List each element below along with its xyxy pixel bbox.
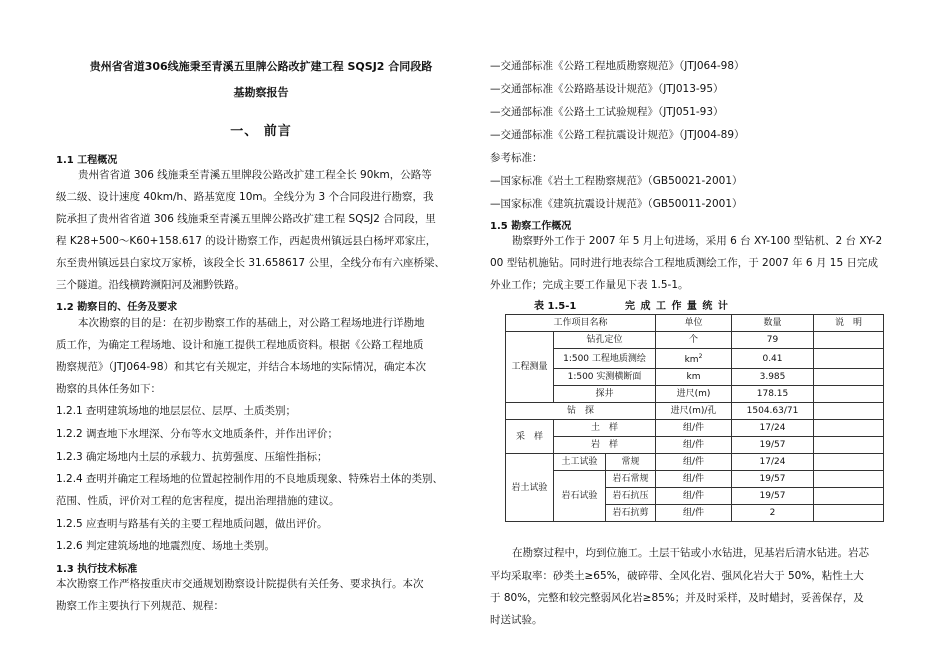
group-testing: 岩土试验 bbox=[506, 454, 554, 522]
heading-1-5: 1.5 勘察工作概况 bbox=[490, 221, 572, 232]
doc-title-line2: 基勘察报告 bbox=[233, 86, 289, 99]
cell-note bbox=[814, 505, 884, 522]
s11-line-2: 院承担了贵州省省道 306 线施秉至青溪五里牌公路改扩建工程 SQSJ2 合同段，里 bbox=[56, 213, 436, 225]
cell-quantity: 17/24 bbox=[732, 420, 814, 437]
table-row bbox=[506, 386, 884, 403]
cell-quantity: 19/57 bbox=[732, 488, 814, 505]
s15-line-1: 00 型钻机施钻。同时进行地表综合工程地质测绘工作，于 2007 年 6 月 15 日完成 bbox=[490, 257, 878, 269]
after-table-line-0: 在勘察过程中，均到位施工。土层干钻或小水钻进，见基岩后清水钻进。岩芯 bbox=[512, 547, 869, 559]
s11-line-0: 贵州省省道 306 线施秉至青溪五里牌段公路改扩建工程全长 90km，公路等 bbox=[78, 169, 432, 181]
after-table-line-2: 于 80%，完整和较完整弱风化岩≥85%；并及时采样，及时蜡封，妥善保存，及 bbox=[490, 592, 864, 604]
cell-note bbox=[814, 488, 884, 505]
cell-note bbox=[814, 437, 884, 454]
table-row bbox=[506, 349, 884, 369]
standard-0: —交通部标准《公路工程地质勘察规范》（JTJ064-98） bbox=[490, 60, 745, 72]
cell-quantity: 19/57 bbox=[732, 471, 814, 488]
s11-line-1: 级二级、设计速度 40km/h、路基宽度 10m。全线分为 3 个合同段进行勘察，我 bbox=[56, 191, 434, 203]
cell-unit: 进尺(m) bbox=[656, 386, 732, 403]
s15-line-2: 外业工作；完成主要工作量见下表 1.5-1。 bbox=[490, 279, 689, 291]
unit-superscript: 2 bbox=[698, 353, 703, 360]
cell-unit: km bbox=[656, 369, 732, 386]
s15-line-0: 勘察野外工作于 2007 年 5 月上旬进场，采用 6 台 XY-100 型钻机、2 台 XY-2 bbox=[512, 235, 883, 247]
group-sampling: 采 样 bbox=[506, 420, 554, 454]
cell-unit: 组/件 bbox=[656, 420, 732, 437]
heading-1-2: 1.2 勘察目的、任务及要求 bbox=[56, 302, 178, 313]
standard-2: —交通部标准《公路土工试验规程》（JTJ051-93） bbox=[490, 106, 724, 118]
s12-item-6: 1.2.6 判定建筑场地的地震烈度、场地土类别。 bbox=[56, 540, 276, 552]
cell-note bbox=[814, 454, 884, 471]
cell-quantity: 19/57 bbox=[732, 437, 814, 454]
cell-unit: 组/件 bbox=[656, 454, 732, 471]
s12-item-1: 1.2.2 调查地下水埋深、分布等水文地质条件，并作出评价； bbox=[56, 428, 339, 440]
cell-item: 1:500 工程地质测绘 bbox=[554, 349, 656, 369]
reference-label: 参考标准： bbox=[490, 152, 543, 164]
cell-unit bbox=[656, 349, 732, 369]
table-row bbox=[506, 471, 884, 488]
cell-quantity: 1504.63/71 bbox=[732, 403, 814, 420]
cell-item: 钻孔定位 bbox=[554, 332, 656, 349]
cell-item: 岩石常规 bbox=[606, 471, 656, 488]
cell-item: 钻 探 bbox=[506, 403, 656, 420]
header-quantity: 数量 bbox=[732, 315, 814, 332]
cell-note bbox=[814, 349, 884, 369]
header-note: 说 明 bbox=[814, 315, 884, 332]
s13-line-0: 本次勘察工作严格按重庆市交通规划勘察设计院提供有关任务、要求执行。本次 bbox=[56, 578, 424, 590]
header-unit: 单位 bbox=[656, 315, 732, 332]
s12-item-4: 范围、性质，评价对工程的危害程度，提出治理措施的建议。 bbox=[56, 495, 340, 507]
cell-unit: 组/件 bbox=[656, 437, 732, 454]
cell-item: 常规 bbox=[606, 454, 656, 471]
s12-line-1: 质工作，为确定工程场地、设计和施工提供工程地质资料。根据《公路工程地质 bbox=[56, 339, 424, 351]
cell-note bbox=[814, 420, 884, 437]
s12-item-2: 1.2.3 确定场地内土层的承载力、抗剪强度、压缩性指标； bbox=[56, 451, 328, 463]
s11-line-3: 程 K28+500～K60+158.617 的设计勘察工作，西起贵州镇远县白杨坪邓家庄， bbox=[56, 235, 437, 247]
cell-quantity: 2 bbox=[732, 505, 814, 522]
after-table-line-3: 时送试验。 bbox=[490, 614, 543, 626]
table-caption-number: 表 1.5-1 bbox=[534, 301, 577, 312]
cell-item: 岩石抗压 bbox=[606, 488, 656, 505]
section-heading-preface: 一、 前言 bbox=[230, 124, 292, 139]
cell-note bbox=[814, 369, 884, 386]
cell-note bbox=[814, 403, 884, 420]
table-caption-title: 完 成 工 作 量 统 计 bbox=[625, 301, 729, 312]
after-table-line-1: 平均采取率：砂类土≥65%，破碎带、全风化岩、强风化岩大于 50%，粘性土大 bbox=[490, 570, 864, 582]
table-header-row bbox=[506, 315, 884, 332]
reference-1: —国家标准《建筑抗震设计规范》（GB50011-2001） bbox=[490, 198, 743, 210]
cell-note bbox=[814, 386, 884, 403]
cell-unit: 组/件 bbox=[656, 471, 732, 488]
s12-line-3: 勘察的具体任务如下： bbox=[56, 383, 161, 395]
s12-item-0: 1.2.1 查明建筑场地的地层层位、层厚、土质类别； bbox=[56, 405, 297, 417]
cell-item: 岩 样 bbox=[554, 437, 656, 454]
cell-item: 1:500 实测横断面 bbox=[554, 369, 656, 386]
cell-unit: 组/件 bbox=[656, 505, 732, 522]
cell-quantity: 0.41 bbox=[732, 349, 814, 369]
table-row bbox=[506, 332, 884, 349]
s11-line-5: 三个隧道。沿线横跨濒阳河及湘黔铁路。 bbox=[56, 279, 245, 291]
s12-item-5: 1.2.5 应查明与路基有关的主要工程地质问题，做出评价。 bbox=[56, 518, 328, 530]
heading-1-1: 1.1 工程概况 bbox=[56, 155, 118, 166]
s11-line-4: 东至贵州镇远县白家坟万家桥，该段全长 31.658617 公里，全线分布有六座桥梁、 bbox=[56, 257, 445, 269]
cell-note bbox=[814, 471, 884, 488]
subgroup-soil-test: 土工试验 bbox=[554, 454, 606, 471]
cell-item: 岩石抗剪 bbox=[606, 505, 656, 522]
cell-quantity: 17/24 bbox=[732, 454, 814, 471]
cell-item: 土 样 bbox=[554, 420, 656, 437]
s12-line-2: 勘察规范》（JTJ064-98）和其它有关规定，并结合本场地的实际情况，确定本次 bbox=[56, 361, 427, 373]
cell-note bbox=[814, 332, 884, 349]
cell-unit: 组/件 bbox=[656, 488, 732, 505]
table-row bbox=[506, 403, 884, 420]
table-row bbox=[506, 437, 884, 454]
unit-text: km bbox=[684, 355, 699, 365]
table-row bbox=[506, 420, 884, 437]
doc-title-line1: 贵州省省道306线施秉至青溪五里牌公路改扩建工程 SQSJ2 合同段路 bbox=[89, 60, 433, 73]
s13-line-1: 勘察工作主要执行下列规范、规程： bbox=[56, 600, 224, 612]
cell-quantity: 3.985 bbox=[732, 369, 814, 386]
cell-unit: 个 bbox=[656, 332, 732, 349]
cell-quantity: 79 bbox=[732, 332, 814, 349]
cell-quantity: 178.15 bbox=[732, 386, 814, 403]
s12-item-3: 1.2.4 查明并确定工程场地的位置起控制作用的不良地质现象、特殊岩土体的类别、 bbox=[56, 473, 444, 485]
subgroup-rock-test: 岩石试验 bbox=[554, 471, 606, 522]
header-item: 工作项目名称 bbox=[506, 315, 656, 332]
standard-1: —交通部标准《公路路基设计规范》（JTJ013-95） bbox=[490, 83, 724, 95]
group-survey: 工程测量 bbox=[506, 332, 554, 403]
table-row bbox=[506, 454, 884, 471]
standard-3: —交通部标准《公路工程抗震设计规范》（JTJ004-89） bbox=[490, 129, 745, 141]
cell-unit: 进尺(m)/孔 bbox=[656, 403, 732, 420]
table-row bbox=[506, 369, 884, 386]
s12-line-0: 本次勘察的目的是：在初步勘察工作的基础上，对公路工程场地进行详勘地 bbox=[78, 317, 425, 329]
reference-0: —国家标准《岩土工程勘察规范》（GB50021-2001） bbox=[490, 175, 743, 187]
heading-1-3: 1.3 执行技术标准 bbox=[56, 564, 138, 575]
cell-item: 探井 bbox=[554, 386, 656, 403]
workload-table bbox=[505, 314, 884, 522]
